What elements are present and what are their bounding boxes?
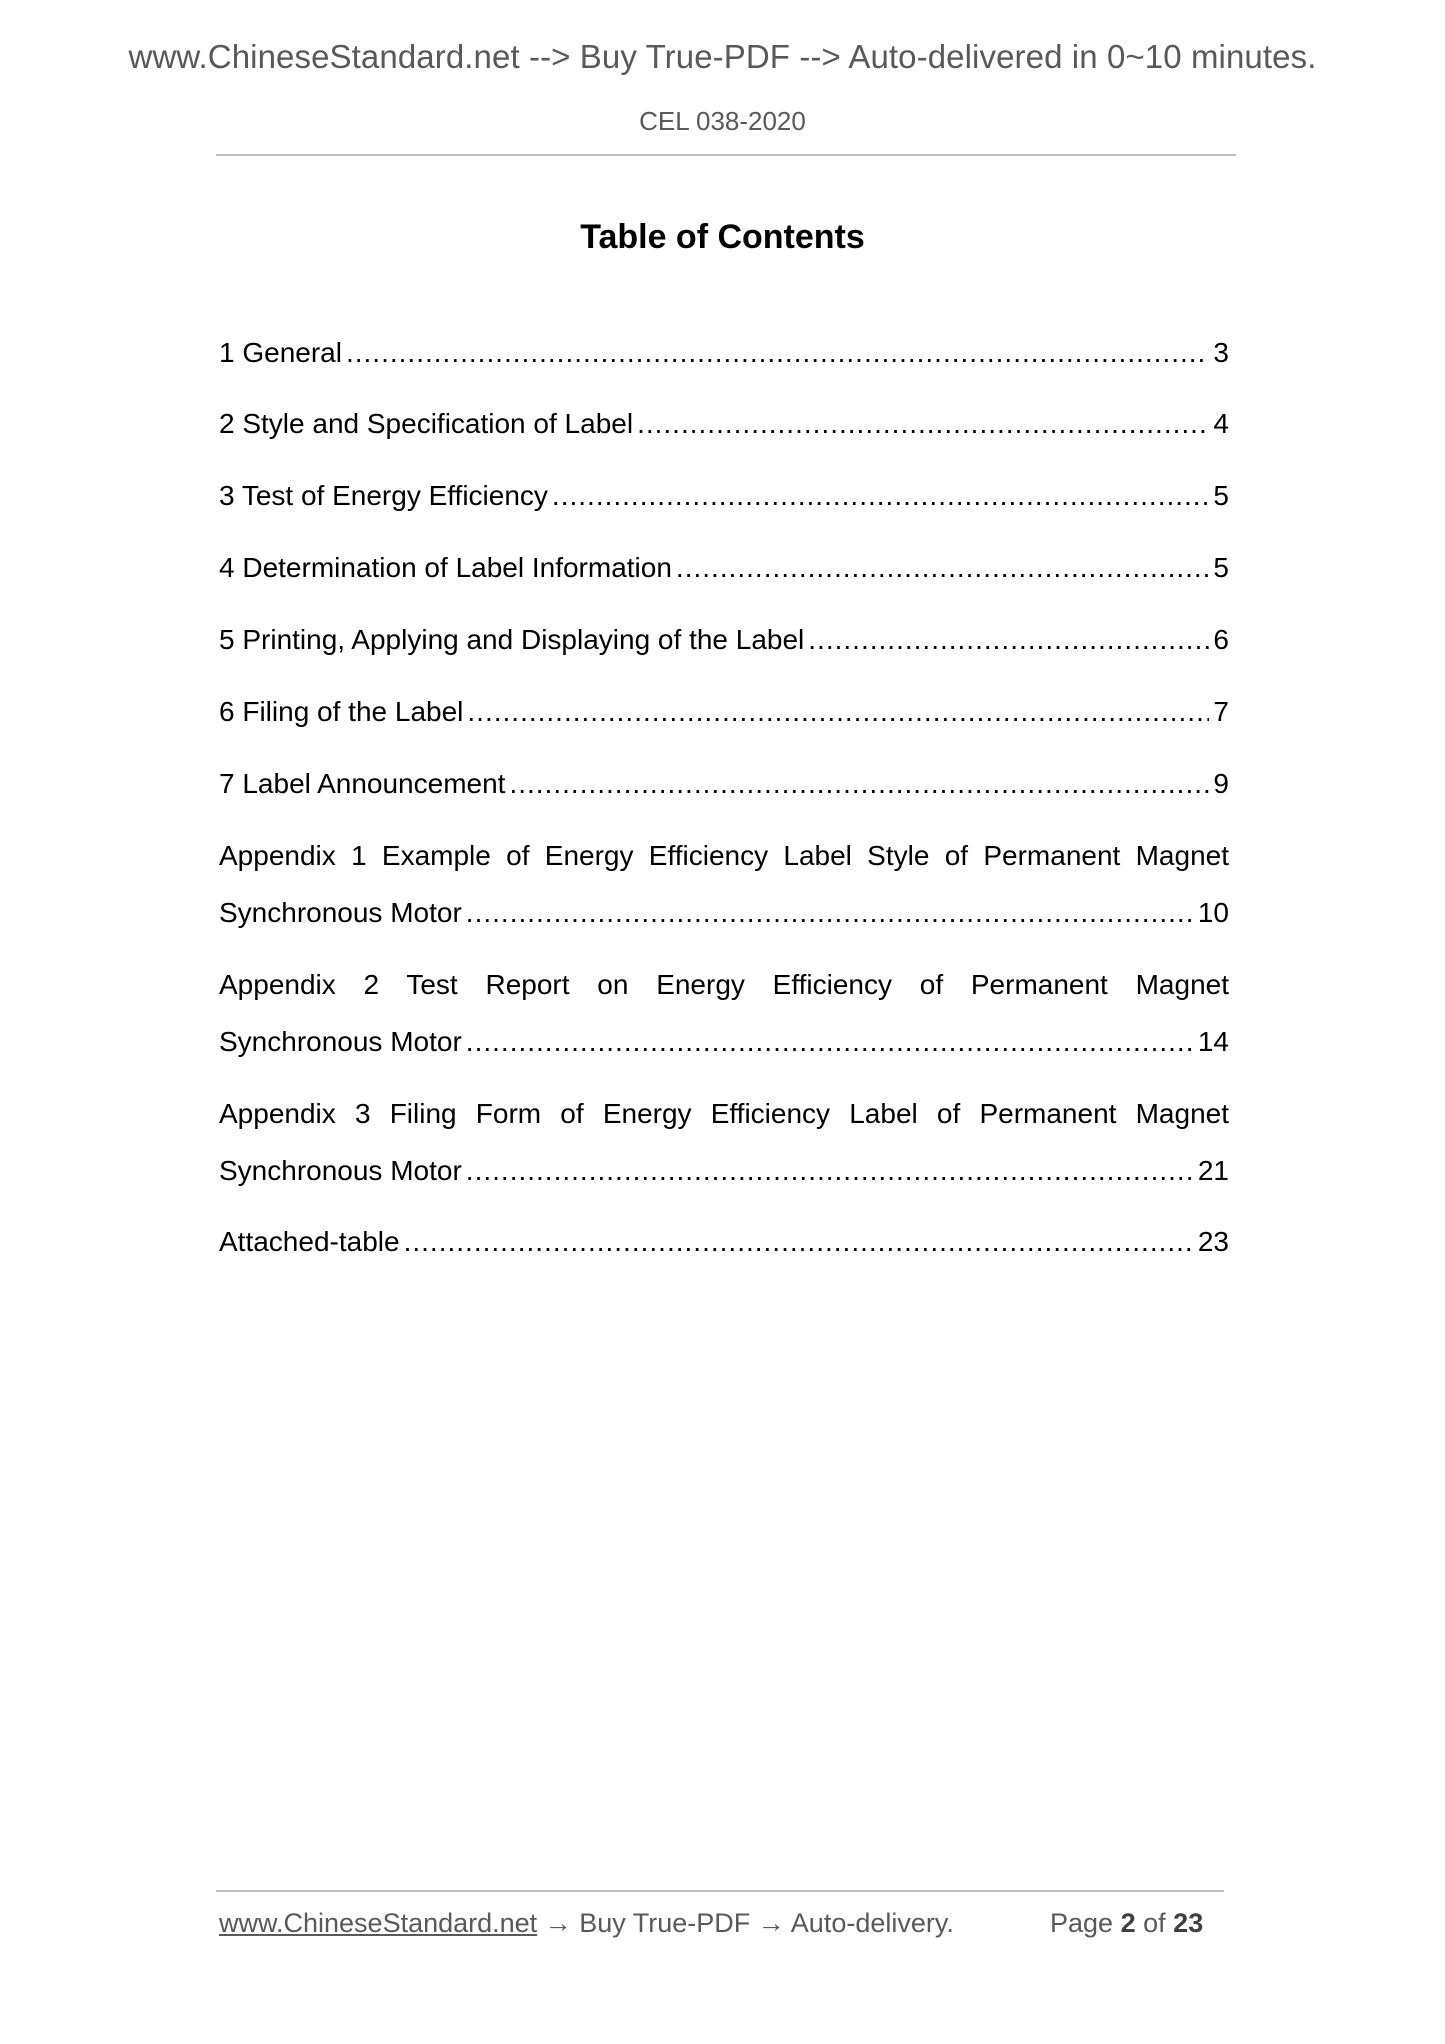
- page-word: Page: [1050, 1908, 1114, 1938]
- dot-leader: [637, 406, 1209, 442]
- toc-entry-title: 3 Test of Energy Efficiency: [219, 480, 548, 511]
- toc-entry[interactable]: [219, 335, 1229, 371]
- toc-entry[interactable]: [219, 622, 1229, 658]
- toc-entry-title-line: Appendix 2 Test Report on Energy Efficiency of Permanent Magnet: [219, 969, 1229, 1000]
- toc-entry-page: 4: [1213, 408, 1229, 439]
- footer-delivery-text: Auto-delivery.: [790, 1908, 954, 1938]
- toc-entry-title: 5 Printing, Applying and Displaying of the Label: [219, 624, 805, 655]
- arrow-icon: →: [544, 1908, 572, 1938]
- dot-leader: [808, 622, 1209, 658]
- dot-leader: [552, 478, 1210, 514]
- toc-entry[interactable]: [219, 1224, 1229, 1260]
- current-page: 2: [1120, 1908, 1136, 1938]
- total-pages: 23: [1173, 1908, 1204, 1938]
- toc-entry-page: 21: [1197, 1155, 1229, 1186]
- header-divider: [216, 154, 1236, 156]
- toc-entry-title: 1 General: [219, 337, 342, 368]
- footer-divider: [216, 1890, 1224, 1892]
- toc-entry-title: 4 Determination of Label Information: [219, 552, 672, 583]
- toc-entry-page: 5: [1213, 552, 1229, 583]
- dot-leader: [676, 550, 1210, 586]
- dot-leader: [509, 766, 1209, 802]
- dot-leader: [346, 335, 1209, 371]
- dot-leader: [466, 1024, 1194, 1060]
- toc-entry-title: Attached-table: [219, 1226, 400, 1257]
- dot-leader: [404, 1224, 1194, 1260]
- toc-entry[interactable]: [219, 838, 1229, 931]
- dot-leader: [466, 895, 1194, 931]
- toc-entry-title: 7 Label Announcement: [219, 768, 506, 799]
- toc-entry[interactable]: [219, 550, 1229, 586]
- toc-entry-title-line: Appendix 1 Example of Energy Efficiency Label Style of Permanent Magnet: [219, 840, 1229, 871]
- dot-leader: [466, 1153, 1194, 1189]
- toc-entry-title: Synchronous Motor: [219, 1026, 462, 1057]
- footer-buy-text: Buy True-PDF: [579, 1908, 751, 1938]
- page-number: [1050, 1908, 1203, 1939]
- toc-entry[interactable]: [219, 406, 1229, 442]
- page-title: Table of Contents: [580, 218, 865, 256]
- footer-link[interactable]: www.ChineseStandard.net: [219, 1908, 538, 1938]
- top-banner: www.ChineseStandard.net --> Buy True-PDF --> Auto-delivered in 0~10 minutes.: [128, 38, 1317, 75]
- toc-entry-title: 6 Filing of the Label: [219, 696, 464, 727]
- toc-entry-page: 3: [1213, 337, 1229, 368]
- toc-entry[interactable]: [219, 478, 1229, 514]
- toc-entry[interactable]: [219, 1096, 1229, 1189]
- toc-entry-page: 9: [1213, 768, 1229, 799]
- toc-entry-title-line: Appendix 3 Filing Form of Energy Efficiency Label of Permanent Magnet: [219, 1098, 1229, 1129]
- footer-promo: [219, 1908, 954, 1939]
- toc-entry-title: 2 Style and Specification of Label: [219, 408, 634, 439]
- toc-entry-page: 10: [1197, 897, 1229, 928]
- toc-entry-page: 23: [1197, 1226, 1229, 1257]
- toc-entry-page: 14: [1197, 1026, 1229, 1057]
- dot-leader: [467, 694, 1209, 730]
- toc-entry[interactable]: [219, 967, 1229, 1060]
- document-code: CEL 038-2020: [639, 106, 806, 136]
- toc-entry-page: 6: [1213, 624, 1229, 655]
- toc-entry-page: 7: [1213, 696, 1229, 727]
- toc-entry-page: 5: [1213, 480, 1229, 511]
- toc-entry[interactable]: [219, 694, 1229, 730]
- arrow-icon: →: [757, 1908, 785, 1938]
- toc-entry-title: Synchronous Motor: [219, 1155, 462, 1186]
- toc-entry[interactable]: [219, 766, 1229, 802]
- toc-entry-title: Synchronous Motor: [219, 897, 462, 928]
- of-word: of: [1143, 1908, 1166, 1938]
